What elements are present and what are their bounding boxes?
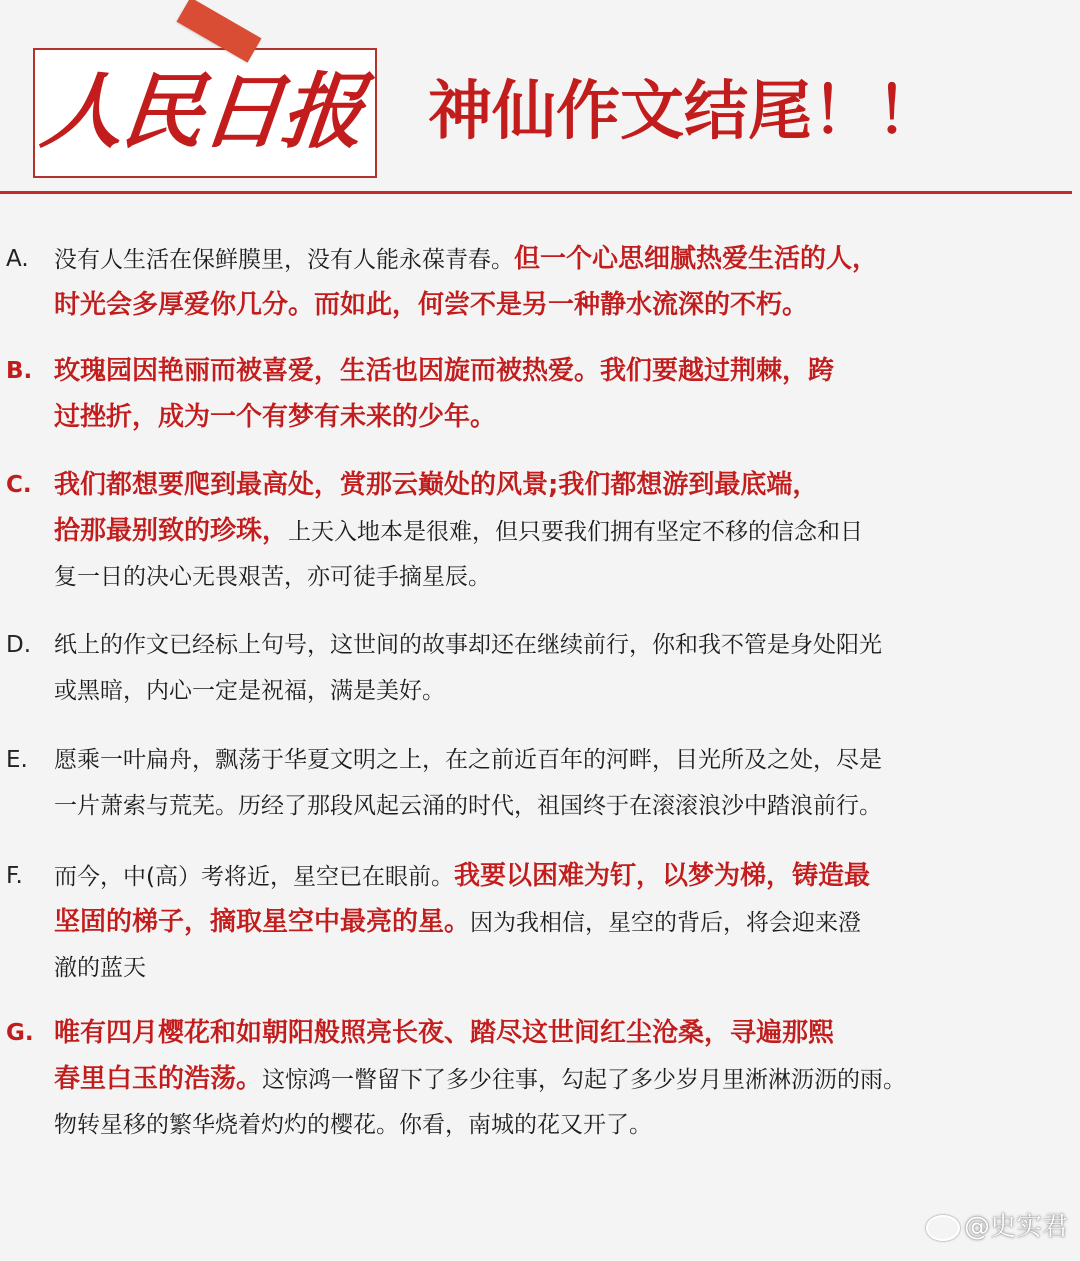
plain-text: 澈的蓝天 (54, 955, 146, 981)
text-line (54, 282, 1064, 328)
item-marker: G. (6, 1020, 34, 1046)
item-text (54, 236, 1064, 328)
highlighted-text: 唯有四月樱花和如朝阳般照亮长夜、踏尽这世间红尘沧桑，寻遍那熙 (54, 1018, 835, 1048)
text-line (54, 1010, 1064, 1056)
highlighted-text: 玫瑰园因艳丽而被喜爱，生活也因旋而被热爱。我们要越过荆棘，跨 (54, 356, 835, 386)
highlighted-text: 我们都想要爬到最高处，赏那云巅处的风景;我们都想游到最底端， (54, 470, 819, 500)
page-title: 神仙作文结尾！！ (428, 75, 940, 149)
text-line (54, 899, 1064, 945)
item-text (54, 853, 1064, 991)
highlighted-text: 拾那最别致的珍珠， (54, 516, 289, 546)
text-line (54, 622, 1064, 668)
plain-text: 或黑暗，内心一定是祝福，满是美好。 (54, 678, 445, 704)
item-text (54, 622, 1064, 714)
text-line (54, 394, 1064, 440)
highlighted-text: 但一个心思细腻热爱生活的人， (514, 244, 879, 274)
header-divider (0, 191, 1072, 194)
plain-text: 没有人生活在保鲜膜里，没有人能永葆青春。 (54, 247, 514, 273)
highlighted-text: 坚固的梯子，摘取星空中最亮的星。 (54, 907, 471, 937)
text-line (54, 236, 1064, 282)
item-text (54, 348, 1064, 440)
plain-text: 纸上的作文已经标上句号，这世间的故事却还在继续前行，你和我不管是身处阳光 (54, 632, 882, 658)
newspaper-logo: 人民日报 (36, 64, 368, 160)
text-line (54, 737, 1064, 783)
plain-text: 而今，中(高）考将近，星空已在眼前。 (54, 864, 454, 890)
text-line (54, 462, 1064, 508)
plain-text: 因为我相信，星空的背后，将会迎来澄 (470, 910, 862, 936)
item-marker: B. (6, 358, 33, 384)
text-line (54, 348, 1064, 394)
text-line (54, 945, 1064, 991)
item-marker: F. (6, 863, 23, 889)
item-marker: E. (6, 747, 28, 773)
plain-text: 物转星移的繁华烧着灼灼的樱花。你看，南城的花又开了。 (54, 1112, 652, 1138)
text-line (54, 783, 1064, 829)
highlighted-text: 春里白玉的浩荡。 (54, 1064, 263, 1094)
text-line (54, 508, 1064, 554)
plain-text: 愿乘一叶扁舟，飘荡于华夏文明之上，在之前近百年的河畔，目光所及之处，尽是 (54, 747, 882, 773)
plain-text: 这惊鸿一瞥留下了多少往事，勾起了多少岁月里淅淋沥沥的雨。 (262, 1067, 907, 1093)
plain-text: 复一日的决心无畏艰苦，亦可徒手摘星辰。 (54, 564, 491, 590)
plain-text: 上天入地本是很难，但只要我们拥有坚定不移的信念和日 (288, 519, 864, 545)
plain-text: 一片萧索与荒芜。历经了那段风起云涌的时代，祖国终于在滚滚浪沙中踏浪前行。 (54, 793, 882, 819)
text-line (54, 1056, 1064, 1102)
highlighted-text: 时光会多厚爱你几分。而如此，何尝不是另一种静水流深的不朽。 (54, 290, 809, 320)
text-line (54, 1102, 1064, 1148)
watermark (926, 1206, 1068, 1243)
item-text (54, 462, 1064, 600)
text-line (54, 554, 1064, 600)
text-line (54, 668, 1064, 714)
text-line (54, 853, 1064, 899)
highlighted-text: 过挫折，成为一个有梦有未来的少年。 (54, 402, 497, 432)
item-marker: A. (6, 246, 29, 272)
watermark-text: @史实君 (963, 1212, 1068, 1242)
highlighted-text: 我要以困难为钉，以梦为梯，铸造最 (453, 861, 870, 891)
item-marker: C. (6, 472, 32, 498)
item-marker: D. (6, 632, 32, 658)
item-text (54, 1010, 1064, 1148)
weibo-icon (926, 1215, 960, 1241)
item-text (54, 737, 1064, 829)
